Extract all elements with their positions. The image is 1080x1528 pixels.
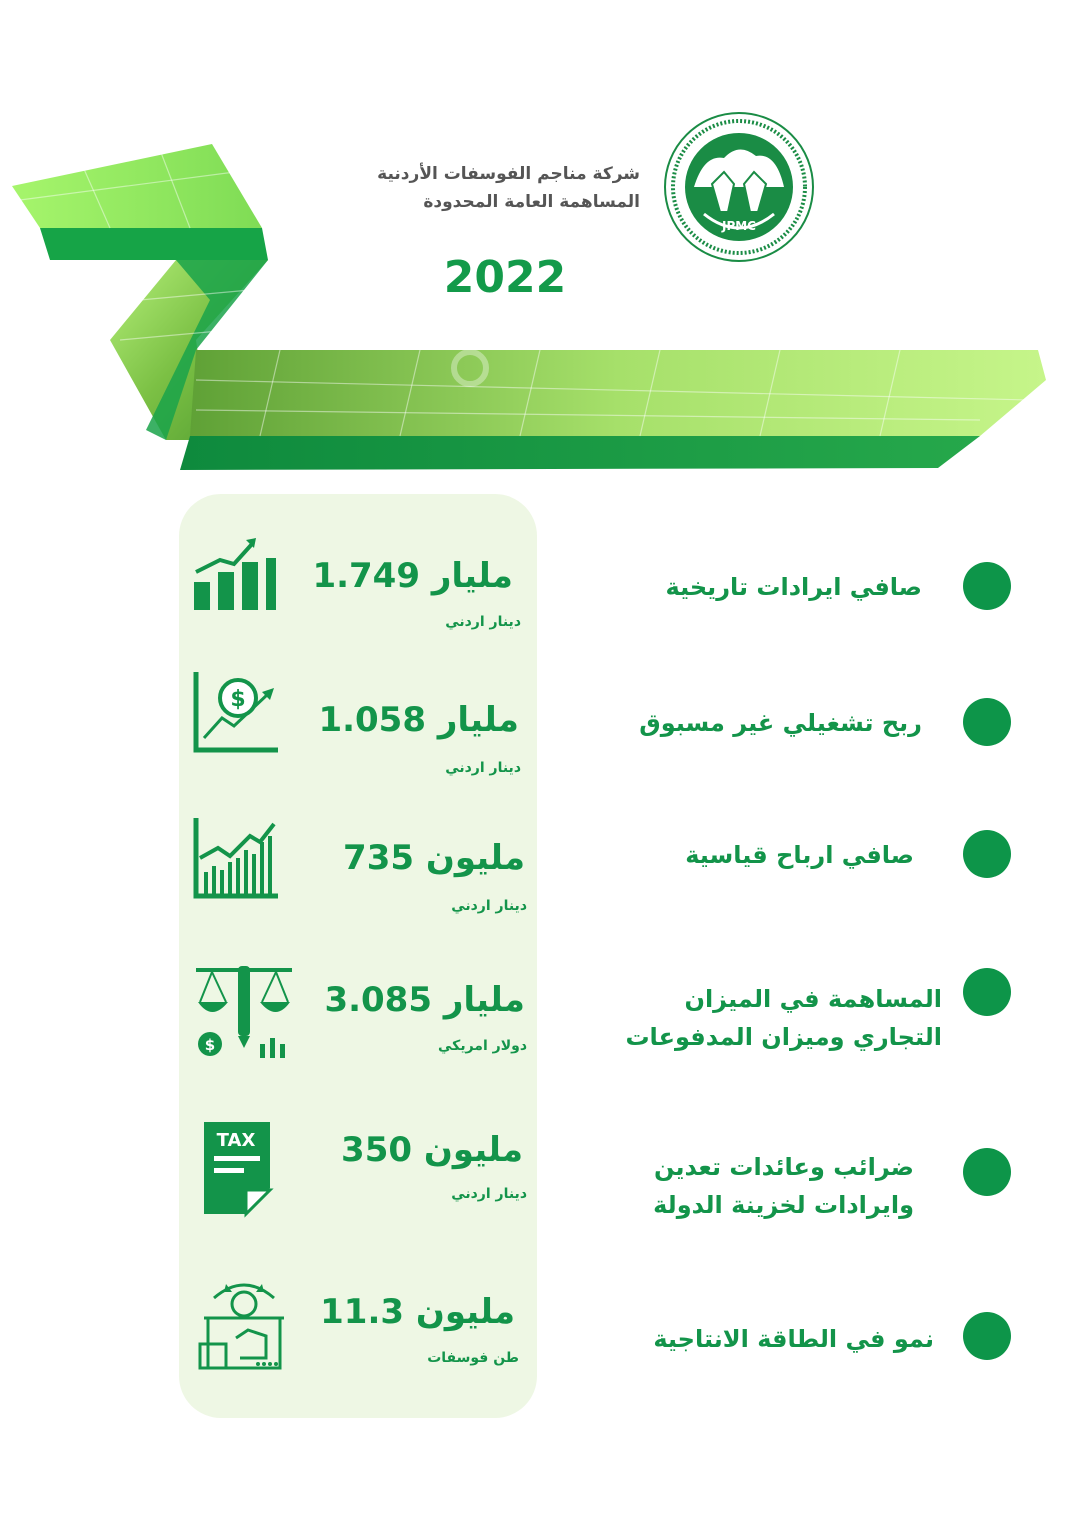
stat-unit-5: دينار اردني bbox=[451, 1186, 527, 1202]
stat-label-5-line1: ضرائب وعائدات تعدين bbox=[653, 1153, 914, 1181]
stat-value-4: مليار 3.085 bbox=[324, 980, 525, 1020]
stat-label-2 bbox=[639, 704, 922, 742]
bullet-dot-1 bbox=[963, 562, 1011, 610]
stat-unit-1: دينار اردني bbox=[445, 614, 521, 630]
stat-unit-6: طن فوسفات bbox=[427, 1350, 519, 1366]
logo-text: JPMC bbox=[721, 219, 757, 233]
bullet-dot-6 bbox=[963, 1312, 1011, 1360]
stat-label-5 bbox=[653, 1148, 914, 1224]
stat-label-3 bbox=[685, 836, 914, 874]
production-capacity-icon bbox=[196, 1278, 292, 1374]
stat-label-6-line1: نمو في الطاقة الانتاجية bbox=[653, 1325, 934, 1353]
stat-label-3-line1: صافي ارباح قياسية bbox=[685, 841, 914, 869]
decorative-ribbon bbox=[0, 0, 1080, 500]
stat-unit-3: دينار اردني bbox=[451, 898, 527, 914]
stat-label-1-line1: صافي ايرادات تاريخية bbox=[665, 573, 922, 601]
svg-text:TAX: TAX bbox=[216, 1130, 256, 1151]
stat-value-1: مليار 1.749 bbox=[312, 556, 513, 596]
company-name-line2: المساهمة العامة المحدودة bbox=[423, 192, 640, 212]
stat-label-4-line2: التجاري وميزان المدفوعات bbox=[625, 1023, 942, 1051]
bullet-dot-5 bbox=[963, 1148, 1011, 1196]
stat-value-3: مليون 735 bbox=[343, 838, 525, 878]
company-name-line1: شركة مناجم الفوسفات الأردنية bbox=[377, 164, 640, 184]
svg-text:$: $ bbox=[204, 1036, 216, 1054]
stat-value-5: مليون 350 bbox=[341, 1130, 523, 1170]
line-bar-chart-icon bbox=[190, 814, 280, 904]
bar-chart-growth-icon bbox=[190, 532, 280, 622]
bullet-dot-4 bbox=[963, 968, 1011, 1016]
stat-value-2: مليار 1.058 bbox=[318, 700, 519, 740]
company-logo bbox=[664, 112, 814, 262]
stat-unit-2: دينار اردني bbox=[445, 760, 521, 776]
bullet-dot-2 bbox=[963, 698, 1011, 746]
svg-text:$: $ bbox=[230, 687, 246, 712]
dollar-growth-chart-icon bbox=[190, 668, 280, 758]
company-name bbox=[320, 160, 640, 216]
year-title: 2022 bbox=[443, 252, 567, 303]
stat-label-4-line1: المساهمة في الميزان bbox=[684, 985, 942, 1013]
stat-label-6 bbox=[653, 1320, 934, 1358]
stat-label-4 bbox=[625, 980, 942, 1056]
stat-label-5-line2: وايرادات لخزينة الدولة bbox=[653, 1191, 914, 1219]
bullet-dot-3 bbox=[963, 830, 1011, 878]
stat-label-2-line1: ربح تشغيلي غير مسبوق bbox=[639, 709, 922, 737]
stat-unit-4: دولار امريكي bbox=[438, 1038, 527, 1054]
stat-value-6: مليون 11.3 bbox=[320, 1292, 515, 1332]
balance-scale-icon bbox=[190, 964, 298, 1060]
stat-label-1 bbox=[666, 568, 922, 606]
tax-document-icon bbox=[200, 1118, 276, 1218]
